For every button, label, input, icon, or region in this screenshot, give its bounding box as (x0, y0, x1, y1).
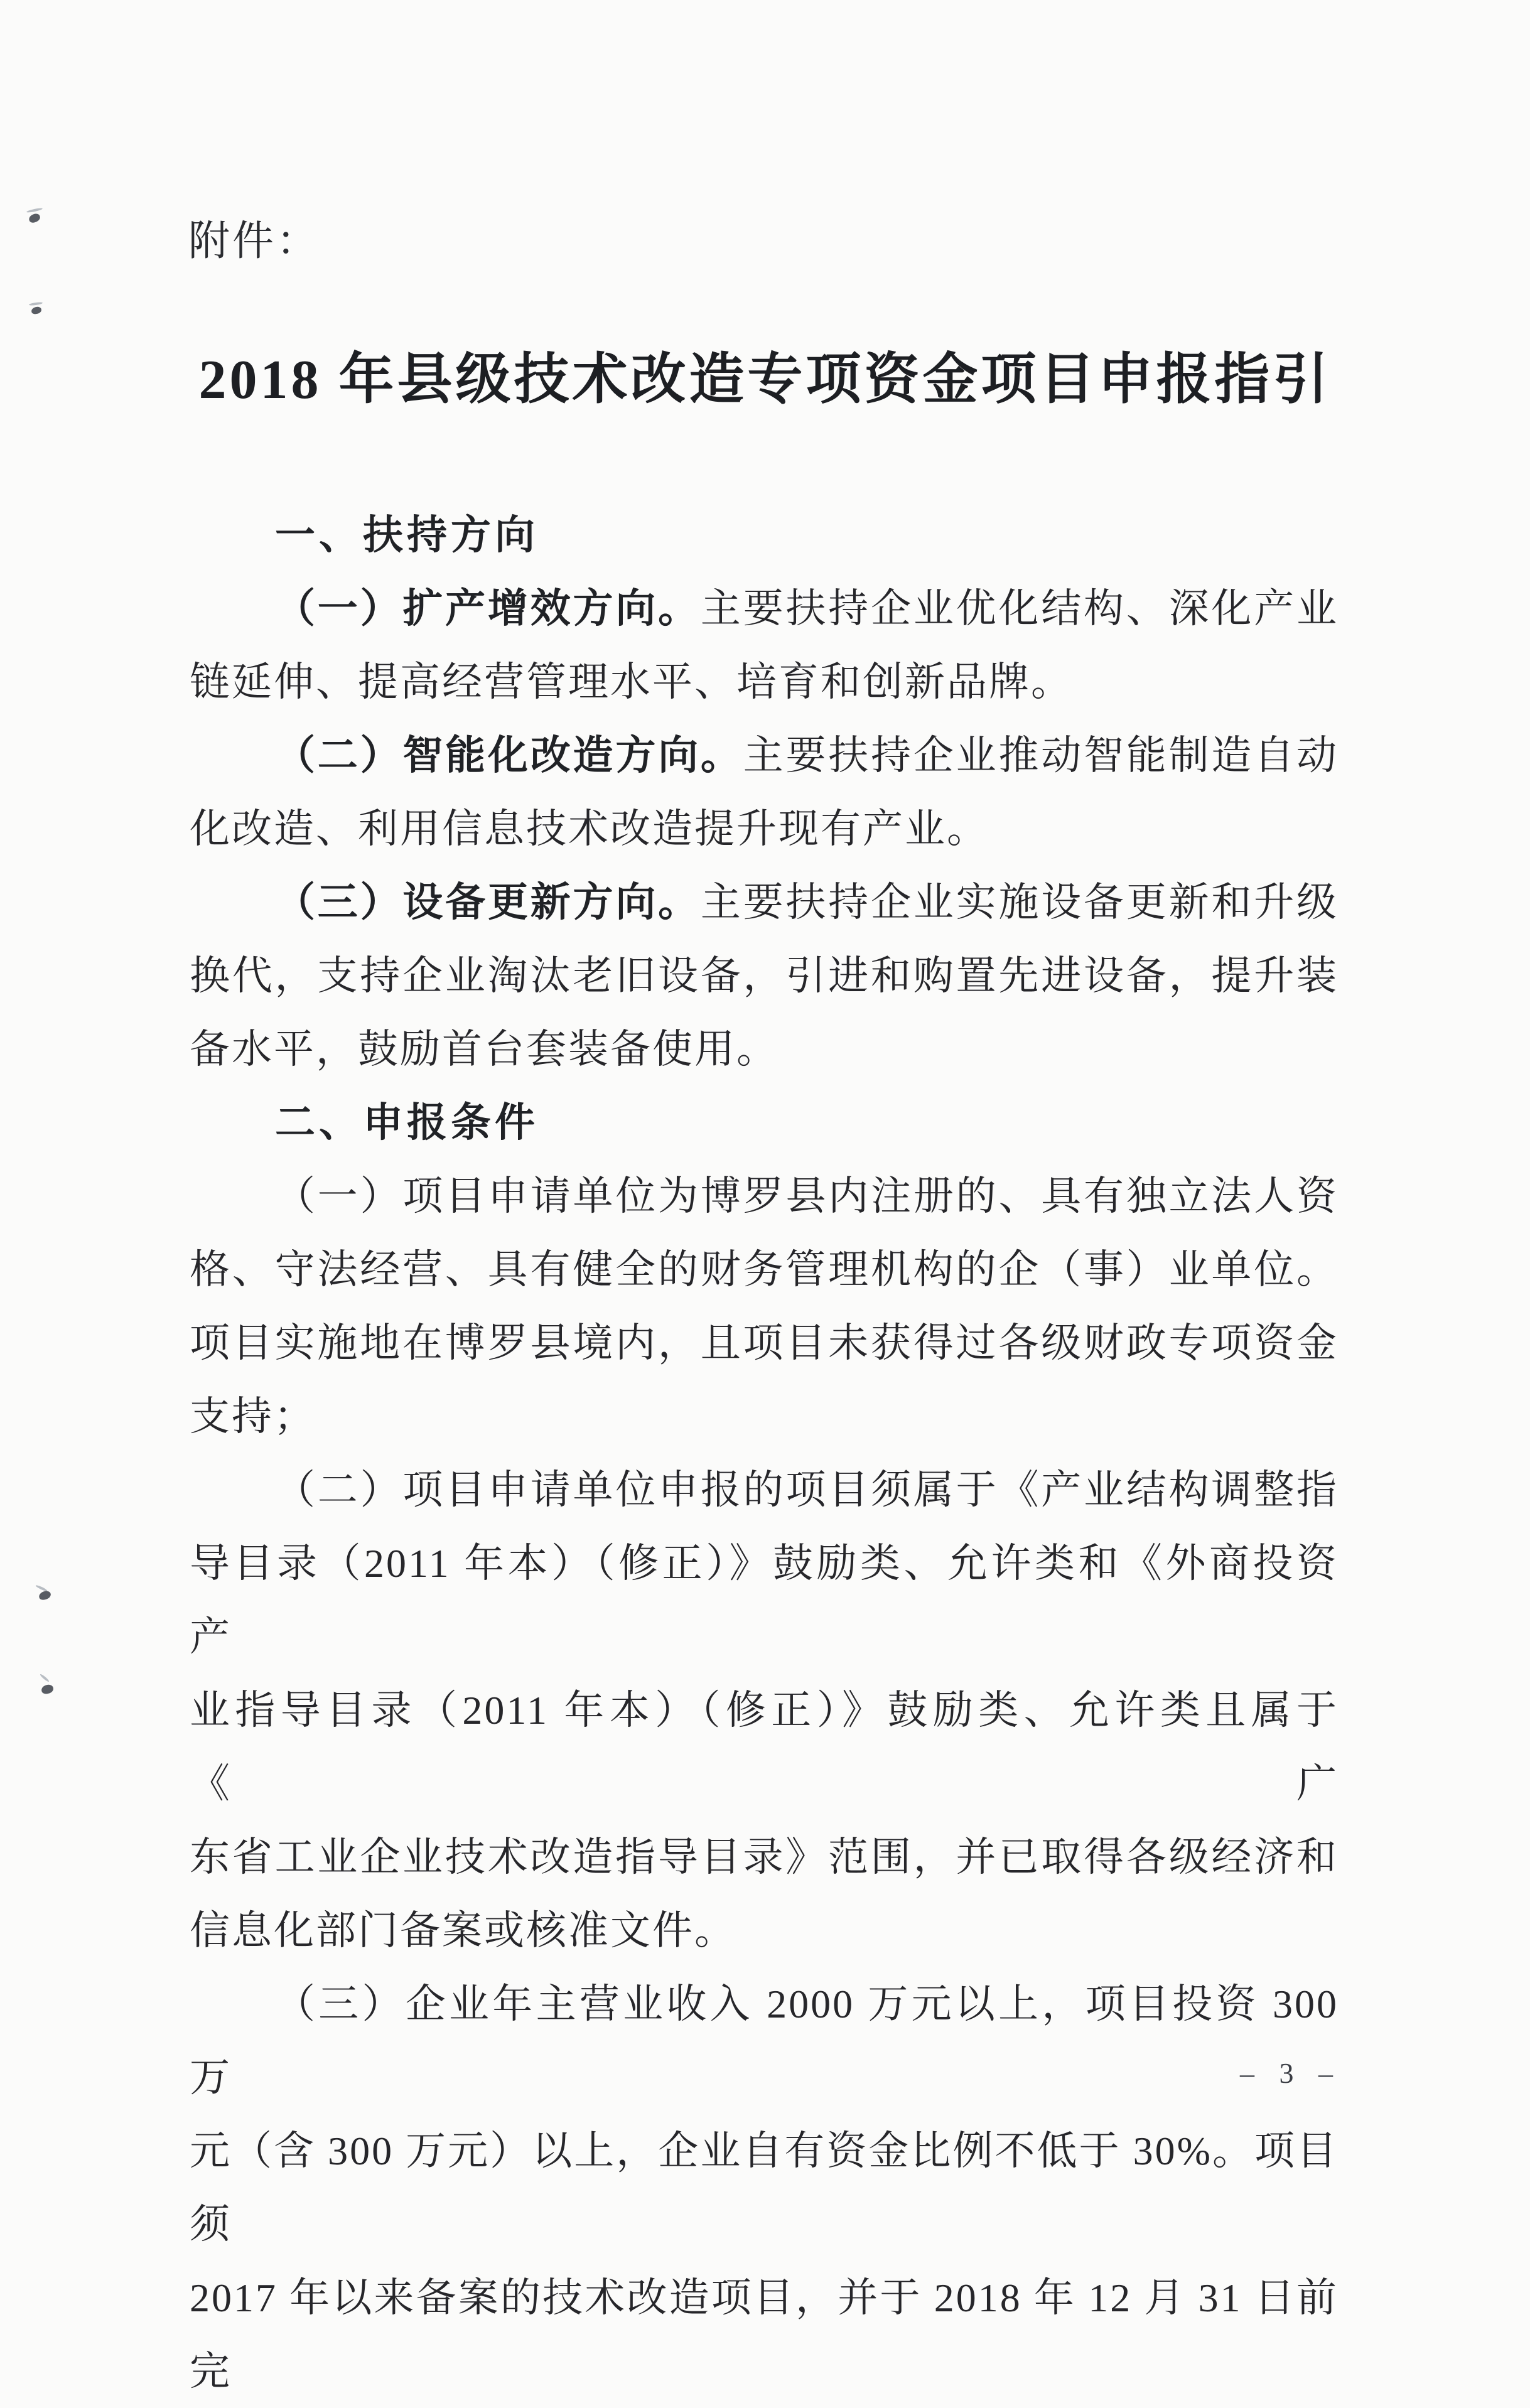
doc-line: （三）企业年主营业收入 2000 万元以上，项目投资 300 万 (190, 1982, 1339, 2100)
doc-line (190, 719, 1339, 792)
scan-speck-wisp (29, 301, 43, 306)
doc-line: 业指导目录（2011 年本）（修正）》鼓励类、允许类且属于《广 (190, 1688, 1339, 1806)
doc-line: （二）项目申请单位申报的项目须属于《产业结构调整指 (275, 1468, 1339, 1512)
paragraph-lead: （一）扩产增效方向。 (275, 586, 701, 631)
scan-speck (38, 1590, 52, 1601)
doc-line-text: 主要扶持企业优化结构、深化产业 (700, 586, 1339, 631)
doc-line (190, 866, 1339, 939)
doc-line: 支持； (190, 1394, 316, 1439)
doc-line: 换代，支持企业淘汰老旧设备，引进和购置先进设备，提升装 (190, 954, 1339, 998)
document-body (190, 498, 1339, 2408)
paragraph-lead: （三）设备更新方向。 (275, 879, 701, 925)
doc-line: 格、守法经营、具有健全的财务管理机构的企（事）业单位。 (190, 1247, 1339, 1292)
paragraph-lead: （二）智能化改造方向。 (275, 733, 743, 778)
page-number: – 3 – (1240, 2057, 1342, 2089)
scan-speck (31, 306, 42, 315)
scan-speck (41, 1684, 54, 1694)
doc-line: 链延伸、提高经营管理水平、培育和创新品牌。 (190, 660, 1073, 704)
doc-line: 信息化部门备案或核准文件。 (190, 1908, 736, 1953)
scan-speck-wisp (40, 1674, 50, 1683)
scan-speck-wisp (26, 207, 43, 213)
doc-line: 2017 年以来备案的技术改造项目，并于 2018 年 12 月 31 日前完 (190, 2276, 1339, 2394)
doc-line: 导目录（2011 年本）（修正）》鼓励类、允许类和《外商投资产 (190, 1541, 1339, 1659)
section-heading: 一、扶持方向 (275, 512, 539, 557)
doc-line: （一）项目申请单位为博罗县内注册的、具有独立法人资 (275, 1174, 1339, 1218)
attachment-label: 附件： (188, 218, 320, 264)
doc-line-text: 主要扶持企业实施设备更新和升级 (700, 880, 1339, 925)
scan-speck (28, 213, 41, 224)
doc-line: 备水平，鼓励首台套装备使用。 (190, 1027, 778, 1072)
section-heading: 二、申报条件 (275, 1100, 539, 1145)
doc-line: 化改造、利用信息技术改造提升现有产业。 (190, 807, 989, 851)
document-title: 2018 年县级技术改造专项资金项目申报指引 (198, 350, 1332, 411)
doc-line: 元（含 300 万元）以上，企业自有资金比例不低于 30%。项目须 (190, 2129, 1339, 2247)
doc-line: 东省工业企业技术改造指导目录》范围，并已取得各级经济和 (190, 1835, 1339, 1879)
doc-line (190, 572, 1339, 645)
doc-line-text: 主要扶持企业推动智能制造自动 (743, 733, 1339, 778)
doc-line: 项目实施地在博罗县境内，且项目未获得过各级财政专项资金 (190, 1321, 1339, 1365)
